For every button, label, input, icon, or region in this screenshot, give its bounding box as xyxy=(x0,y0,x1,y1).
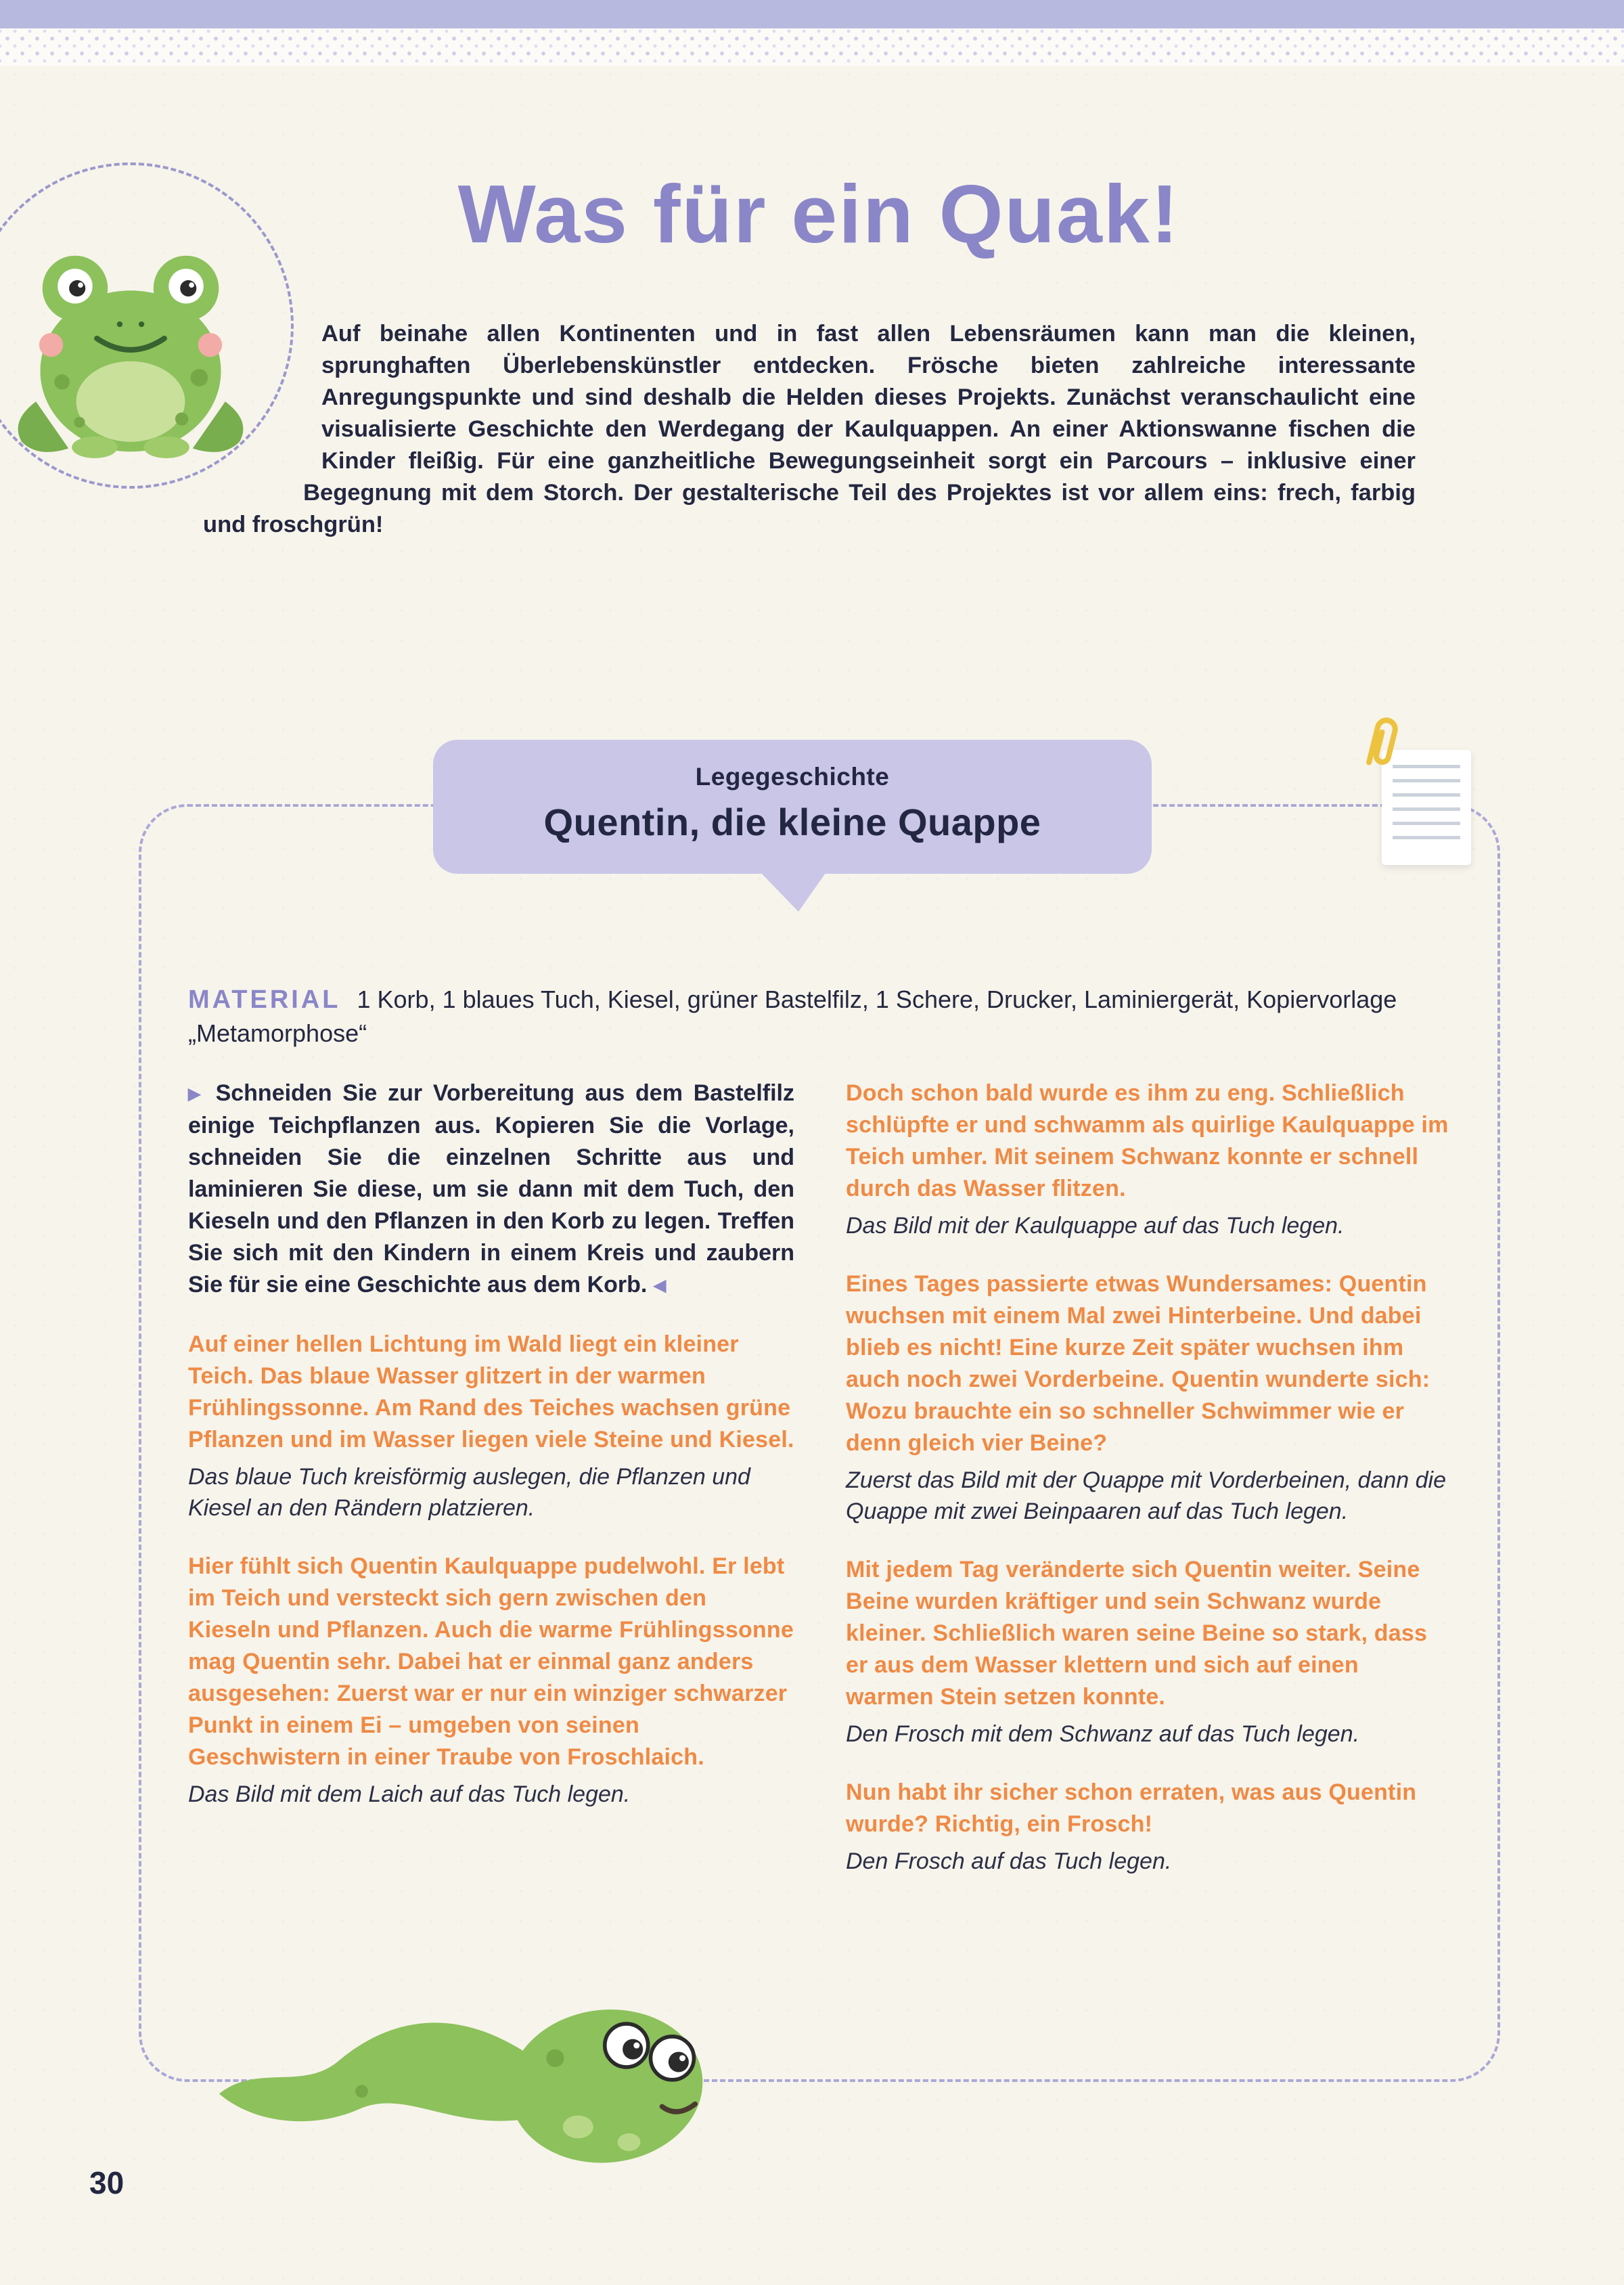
intro-text: Auf beinahe allen Kontinenten und in fast allen Lebensräumen kann man die kleinen, sprunghaften Überlebenskünstler entdecken. Frösche bieten zahlreiche interessante Anregungspunkte und sind deshalb die Helden dieses Projekts. Zunächst veranschaulicht eine visualisierte Geschichte den Werdegang der Kaulquappen. An einer Aktionswanne fischen die Kinder fleißig. Für eine ganzheitliche Bewegungseinheit sorgt ein Parcours – inklusive einer Begegnung mit dem Storch. Der gestalterische Teil des Projektes ist vor allem eins: frech, farbig und froschgrün! xyxy=(203,321,1416,537)
story-kicker: Legegeschichte xyxy=(695,763,890,791)
top-dotted-band xyxy=(0,28,1624,66)
intro-paragraph xyxy=(203,318,1416,541)
page-title: Was für ein Quak! xyxy=(457,168,1180,260)
story-narration: Mit jedem Tag veränderte sich Quentin weiter. Seine Beine wurden kräftiger und sein Schwanz wurde kleiner. Schließlich waren seine Beine so stark, dass er aus dem Wasser klettern und sich auf einen warmen Stein setzen konnte. xyxy=(846,1557,1428,1710)
story-narration: Nun habt ihr sicher schon erraten, was aus Quentin wurde? Richtig, ein Frosch! xyxy=(846,1779,1417,1837)
story-narration: Hier fühlt sich Quentin Kaulquappe pudelwohl. Er lebt im Teich und versteckt sich gern zwischen den Kieseln und Pflanzen. Auch die warme Frühlingssonne mag Quentin sehr. Dabei hat er einmal ganz anders ausgesehen: Zuerst war er nur ein winziger schwarzer Punkt in einem Ei – umgeben von seinen Geschwistern in einer Traube von Froschlaich. xyxy=(188,1553,794,1770)
material-section xyxy=(188,983,1460,1050)
arrow-left-icon: ◀ xyxy=(653,1277,667,1295)
page-number: 30 xyxy=(89,2165,125,2200)
story-action: Den Frosch mit dem Schwanz auf das Tuch legen. xyxy=(846,1721,1360,1747)
top-decor-bar xyxy=(0,0,1624,28)
story-columns xyxy=(188,1078,1452,1877)
story-action: Den Frosch auf das Tuch legen. xyxy=(846,1848,1172,1874)
material-text: 1 Korb, 1 blaues Tuch, Kiesel, grüner Bastelfilz, 1 Schere, Drucker, Laminiergerät, Kopiervorlage „Metamorphose“ xyxy=(188,985,1397,1047)
story-title: Quentin, die kleine Quappe xyxy=(543,801,1041,843)
column-right xyxy=(846,1078,1452,1877)
story-narration: Auf einer hellen Lichtung im Wald liegt ein kleiner Teich. Das blaue Wasser glitzert in der warmen Frühlingssonne. Am Rand des Teiches wachsen grüne Pflanzen und im Wasser liegen viele Steine und Kiesel. xyxy=(188,1331,794,1452)
instruction-text: Schneiden Sie zur Vorbereitung aus dem Bastelfilz einige Teichpflanzen aus. Kopieren Sie die Vorlage, schneiden Sie die einzelnen Schritte aus und laminieren Sie diese, um sie dann mit dem Tuch, den Kieseln und den Pflanzen in den Korb zu legen. Treffen Sie sich mit den Kindern in einem Kreis und zaubern Sie für sie eine Geschichte aus dem Korb. xyxy=(188,1080,794,1297)
arrow-right-icon: ▶ xyxy=(188,1085,205,1103)
instruction-paragraph xyxy=(188,1078,794,1302)
story-narration: Doch schon bald wurde es ihm zu eng. Schließlich schlüpfte er und schwamm als quirlige Kaulquappe im Teich umher. Mit seinem Schwanz konnte er schnell durch das Wasser flitzen. xyxy=(846,1080,1449,1201)
notepad-lines xyxy=(1393,765,1460,850)
material-label: MATERIAL xyxy=(188,985,341,1014)
tadpole-illustration xyxy=(196,1982,731,2198)
story-title-bubble xyxy=(433,740,1152,874)
story-narration: Eines Tages passierte etwas Wundersames: Quentin wuchsen mit einem Mal zwei Hinterbeine. Und dabei blieb es nicht! Eine kurze Zeit später wuchsen ihm auch noch zwei Vorderbeine. Quentin wunderte sich: Wozu brauchte ein so schneller Schwimmer wie er denn gleich vier Beine? xyxy=(846,1271,1430,1456)
intro-text-wrap-shape xyxy=(203,318,321,489)
story-action: Zuerst das Bild mit der Quappe mit Vorderbeinen, dann die Quappe mit zwei Beinpaaren auf das Tuch legen. xyxy=(846,1467,1447,1524)
story-action: Das Bild mit der Kaulquappe auf das Tuch legen. xyxy=(846,1213,1345,1239)
column-left xyxy=(188,1078,794,1877)
story-action: Das blaue Tuch kreisförmig auslegen, die Pflanzen und Kiesel an den Rändern platzieren. xyxy=(188,1464,750,1521)
story-action: Das Bild mit dem Laich auf das Tuch legen. xyxy=(188,1781,631,1807)
